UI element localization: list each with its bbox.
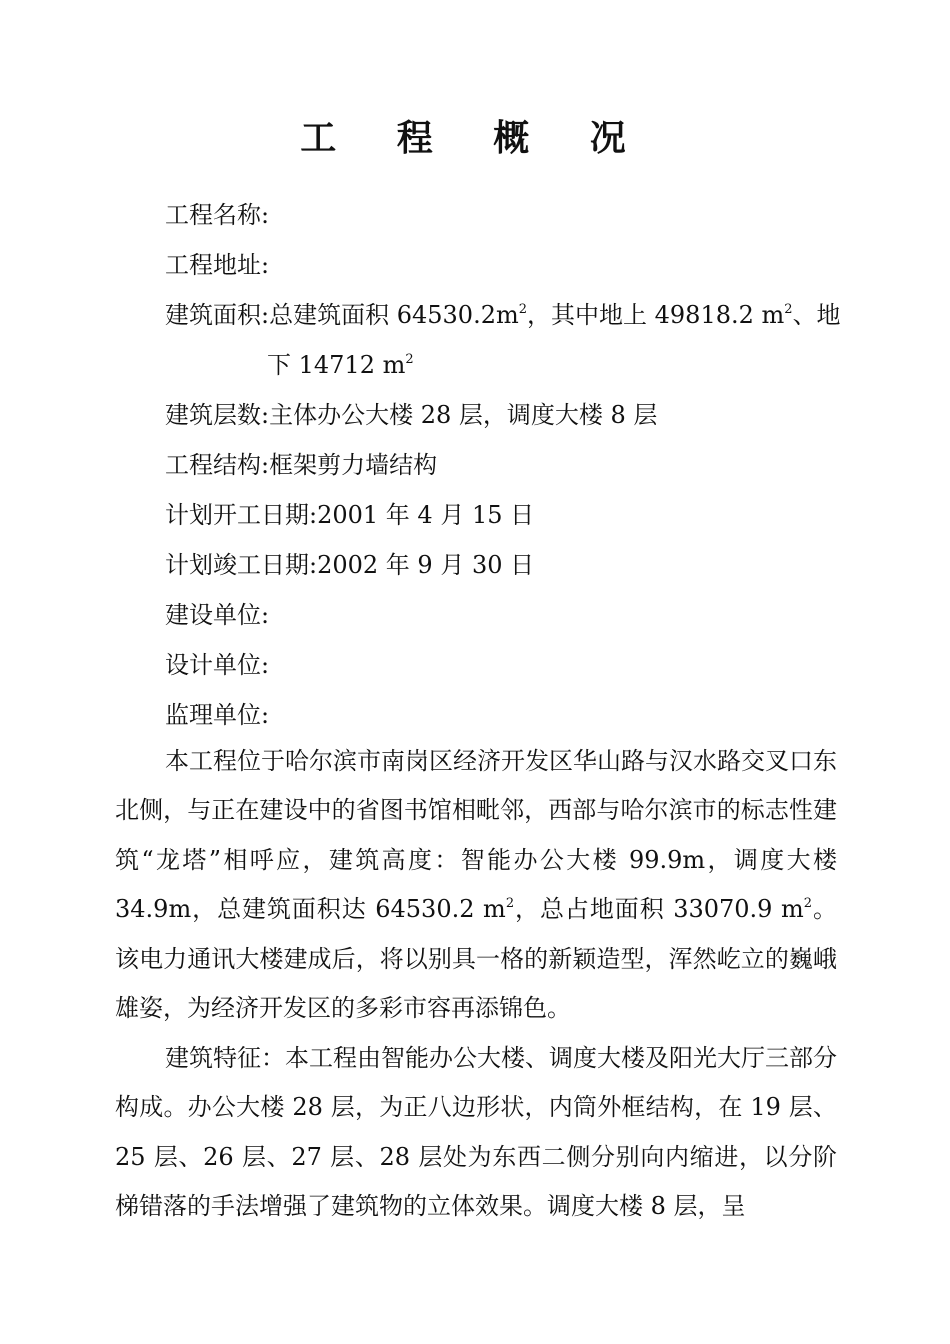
project-info-fields: [165, 190, 845, 740]
area-above-ground-text: ，其中地上 49818.2 m: [527, 301, 785, 329]
field-label: 设计单位:: [165, 651, 270, 679]
field-project-name: [165, 190, 845, 240]
field-project-address: [165, 240, 845, 290]
paragraph-text: 建筑特征：本工程由智能办公大楼、调度大楼及阳光大厅三部分构成。办公大楼 28 层，为正八边形状，内筒外框结构，在 19 层、25 层、26 层、27 层、28 层处为东西二侧分别向内缩进，以分阶梯错落的手法增强了建筑物的立体效果。调度大楼 8 层，呈: [115, 1044, 837, 1221]
area-unit-superscript: 2: [405, 352, 414, 367]
field-value: 2001 年 4 月 15 日: [317, 501, 535, 529]
field-value: [269, 301, 840, 329]
field-building-area-continuation: [165, 340, 845, 390]
area-total-text: 总建筑面积 64530.2m: [269, 301, 519, 329]
field-label: 工程名称:: [165, 201, 270, 229]
paragraph-location: [115, 737, 837, 1033]
field-label: 建筑层数:: [165, 401, 270, 429]
field-value: 2002 年 9 月 30 日: [317, 551, 535, 579]
field-value: 主体办公大楼 28 层，调度大楼 8 层: [269, 401, 658, 429]
field-building-area: [165, 290, 845, 340]
field-label: 计划竣工日期:: [165, 551, 318, 579]
page-title: 工 程 概 况: [300, 117, 650, 159]
field-value: 框架剪力墙结构: [269, 451, 438, 479]
field-label: 建筑面积:: [165, 301, 270, 329]
field-design-unit: [165, 640, 845, 690]
area-unit-superscript: 2: [784, 302, 793, 317]
field-owner-unit: [165, 590, 845, 640]
paragraph-text: 本工程位于哈尔滨市南岗区经济开发区华山路与汉水路交叉口东北侧，与正在建设中的省图书馆相毗邻，西部与哈尔滨市的标志性建筑“龙塔”相呼应，建筑高度：智能办公大楼 99.9m，调度大楼 34.9m，总建筑面积达 64530.2 m: [115, 747, 837, 924]
area-below-ground-text: 下 14712 m: [267, 351, 406, 379]
field-label: 监理单位:: [165, 701, 270, 729]
paragraph-text: 。该电力通讯大楼建成后，将以别具一格的新颖造型，浑然屹立的巍峨雄姿，为经济开发区的多彩市容再添锦色。: [115, 895, 837, 1023]
field-supervision-unit: [165, 690, 845, 740]
field-label: 建设单位:: [165, 601, 270, 629]
area-unit-superscript: 2: [505, 896, 515, 912]
paragraph-building-features: [115, 1034, 837, 1232]
area-unit-superscript: 2: [518, 302, 528, 317]
field-floors: [165, 390, 845, 440]
field-planned-start: [165, 490, 845, 540]
field-structure: [165, 440, 845, 490]
field-label: 计划开工日期:: [165, 501, 318, 529]
field-planned-completion: [165, 540, 845, 590]
paragraph-text: ，总占地面积 33070.9 m: [514, 895, 804, 924]
field-label: 工程结构:: [165, 451, 270, 479]
field-label: 工程地址:: [165, 251, 270, 279]
area-unit-superscript: 2: [803, 896, 813, 912]
area-connector-text: 、地: [792, 301, 841, 329]
